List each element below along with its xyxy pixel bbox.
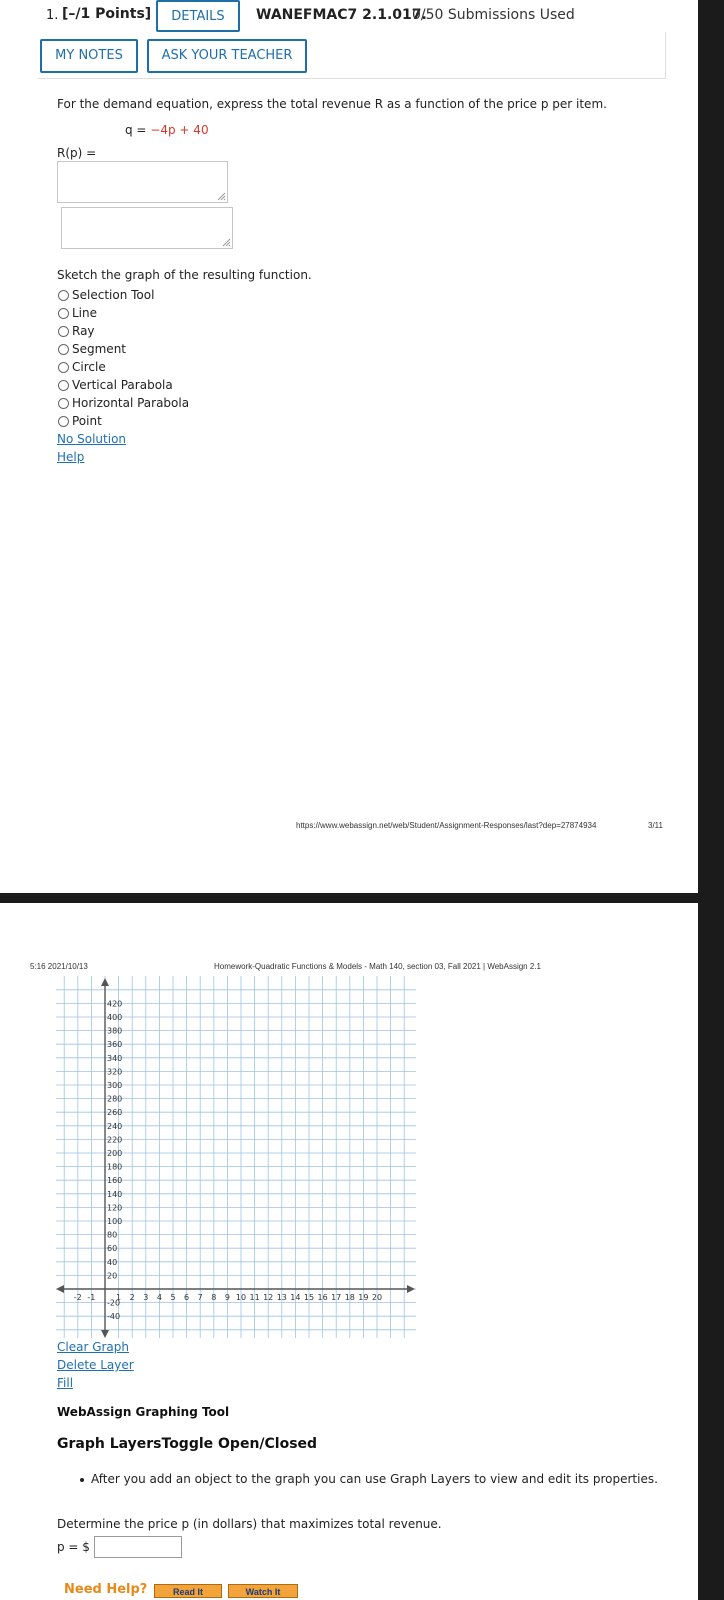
x-tick-label: 17 xyxy=(331,1293,342,1302)
radio-line[interactable] xyxy=(58,308,69,319)
resize-grip-icon xyxy=(221,237,231,247)
y-tick-label: 420 xyxy=(107,999,123,1009)
y-tick-label: 340 xyxy=(107,1053,123,1063)
x-tick-label: 12 xyxy=(263,1293,274,1302)
x-tick-label: 11 xyxy=(249,1293,260,1302)
page-divider xyxy=(0,893,724,903)
delete-layer-link[interactable]: Delete Layer xyxy=(57,1358,134,1372)
revenue-answer-field[interactable] xyxy=(57,161,228,203)
help-link[interactable]: Help xyxy=(57,450,85,464)
resize-grip-icon xyxy=(216,191,226,201)
x-tick-label: 2 xyxy=(129,1293,135,1302)
x-tick-label: 13 xyxy=(276,1293,287,1302)
my-notes-button[interactable]: MY NOTES xyxy=(40,39,138,73)
y-tick-label: 260 xyxy=(107,1108,123,1118)
y-tick-label: 220 xyxy=(107,1135,123,1145)
submissions-count: 0/50 Submissions Used xyxy=(412,7,575,23)
bullet-icon xyxy=(80,1478,84,1482)
tool-label: Circle xyxy=(72,360,106,374)
x-tick-label: 10 xyxy=(235,1293,247,1302)
tool-label: Horizontal Parabola xyxy=(72,396,190,410)
x-tick-label: 15 xyxy=(303,1293,315,1302)
radio-point[interactable] xyxy=(58,416,69,427)
x-tick-label: 4 xyxy=(156,1293,162,1302)
no-solution-link[interactable]: No Solution xyxy=(57,432,127,446)
x-tick-label: 1 xyxy=(116,1293,122,1302)
y-tick-label: 100 xyxy=(107,1217,123,1226)
y-tick-label: 40 xyxy=(107,1257,118,1267)
radio-ray[interactable] xyxy=(58,326,69,337)
graph-layers-tip: After you add an object to the graph you can use Graph Layers to view and edit its properties. xyxy=(91,1472,658,1486)
question-code: WANEFMAC7 2.1.017. xyxy=(256,7,427,23)
print-url: https://www.webassign.net/web/Student/Assignment-Responses/last?dep=27874934 xyxy=(296,821,597,830)
notes-divider xyxy=(38,78,666,79)
x-axis-left-arrow-icon xyxy=(56,1285,64,1293)
question-prompt: For the demand equation, express the total revenue R as a function of the price p per item. xyxy=(57,97,607,111)
watch-it-button[interactable]: Watch It xyxy=(228,1584,298,1598)
y-tick-label: 320 xyxy=(107,1067,123,1077)
radio-vertical-parabola[interactable] xyxy=(58,380,69,391)
x-tick-label: 5 xyxy=(170,1293,176,1302)
tool-label: Point xyxy=(72,414,102,428)
y-tick-label: 380 xyxy=(107,1026,123,1036)
x-tick-label: 14 xyxy=(290,1293,301,1302)
x-tick-label: -2 xyxy=(73,1293,82,1302)
y-tick-label: -40 xyxy=(107,1312,121,1322)
notes-border xyxy=(665,32,666,79)
clear-graph-link[interactable]: Clear Graph xyxy=(57,1340,130,1354)
price-label: p = $ xyxy=(57,1540,90,1554)
tool-label: Vertical Parabola xyxy=(72,378,173,392)
x-tick-label: 3 xyxy=(143,1293,149,1302)
tool-label: Line xyxy=(72,306,98,320)
radio-segment[interactable] xyxy=(58,344,69,355)
secondary-answer-field[interactable] xyxy=(61,207,233,249)
x-tick-label: 19 xyxy=(358,1293,369,1302)
x-tick-label: 9 xyxy=(224,1293,230,1302)
y-tick-label: 60 xyxy=(107,1244,118,1254)
part2-prompt: Determine the price p (in dollars) that maximizes total revenue. xyxy=(57,1517,442,1531)
y-tick-labels xyxy=(107,999,122,1321)
tool-label: Ray xyxy=(72,324,95,338)
y-tick-label: 80 xyxy=(107,1230,118,1240)
x-tick-label: 18 xyxy=(344,1293,355,1302)
y-tick-label: 300 xyxy=(107,1081,123,1090)
price-answer-field[interactable] xyxy=(94,1536,182,1558)
need-help-label: Need Help? xyxy=(64,1582,148,1597)
x-tick-label: 8 xyxy=(211,1293,217,1302)
equation-right: −4p + 40 xyxy=(150,123,209,137)
x-tick-label: 7 xyxy=(197,1293,203,1302)
print-page-number: 3/11 xyxy=(648,821,663,830)
x-tick-label: 16 xyxy=(317,1293,328,1302)
y-axis-up-arrow-icon xyxy=(101,978,109,986)
x-tick-label: -1 xyxy=(87,1293,96,1302)
y-tick-label: 160 xyxy=(107,1176,123,1186)
print-timestamp: 5:16 2021/10/13 xyxy=(30,962,88,971)
x-tick-label: 20 xyxy=(371,1293,383,1302)
y-tick-label: 360 xyxy=(107,1040,123,1050)
fill-link[interactable]: Fill xyxy=(57,1376,74,1390)
radio-horizontal-parabola[interactable] xyxy=(58,398,69,409)
y-tick-label: 400 xyxy=(107,1013,123,1022)
radio-selection-tool[interactable] xyxy=(58,290,69,301)
y-tick-label: 240 xyxy=(107,1121,123,1131)
points-label: [–/1 Points] xyxy=(62,6,152,22)
x-tick-label: 6 xyxy=(184,1293,190,1302)
answer-label: R(p) = xyxy=(57,146,97,160)
radio-circle[interactable] xyxy=(58,362,69,373)
x-axis-right-arrow-icon xyxy=(407,1285,415,1293)
y-tick-label: 280 xyxy=(107,1094,123,1104)
screen-edge xyxy=(698,0,724,1600)
details-button[interactable]: DETAILS xyxy=(156,0,240,32)
tool-label: Selection Tool xyxy=(72,288,155,302)
demand-equation xyxy=(125,123,209,137)
y-tick-label: 20 xyxy=(107,1271,118,1281)
print-document-title: Homework-Quadratic Functions & Models - Math 140, section 03, Fall 2021 | WebAssign 2.1 xyxy=(214,962,541,971)
graphing-tool-title: WebAssign Graphing Tool xyxy=(57,1405,230,1419)
y-tick-label: -20 xyxy=(107,1298,121,1308)
ask-teacher-button[interactable]: ASK YOUR TEACHER xyxy=(147,39,307,73)
read-it-button[interactable]: Read It xyxy=(154,1584,222,1598)
graph-layers-toggle[interactable]: Graph LayersToggle Open/Closed xyxy=(57,1436,318,1452)
y-tick-label: 180 xyxy=(107,1162,123,1172)
y-axis-down-arrow-icon xyxy=(101,1330,109,1338)
equation-left: q = xyxy=(125,123,151,137)
y-tick-label: 140 xyxy=(107,1189,123,1199)
y-tick-label: 200 xyxy=(107,1149,123,1158)
graphing-canvas[interactable] xyxy=(56,976,416,1338)
tool-label: Segment xyxy=(72,342,126,356)
question-number: 1. xyxy=(46,8,59,23)
y-tick-label: 120 xyxy=(107,1203,123,1213)
sketch-prompt: Sketch the graph of the resulting function. xyxy=(57,268,312,282)
